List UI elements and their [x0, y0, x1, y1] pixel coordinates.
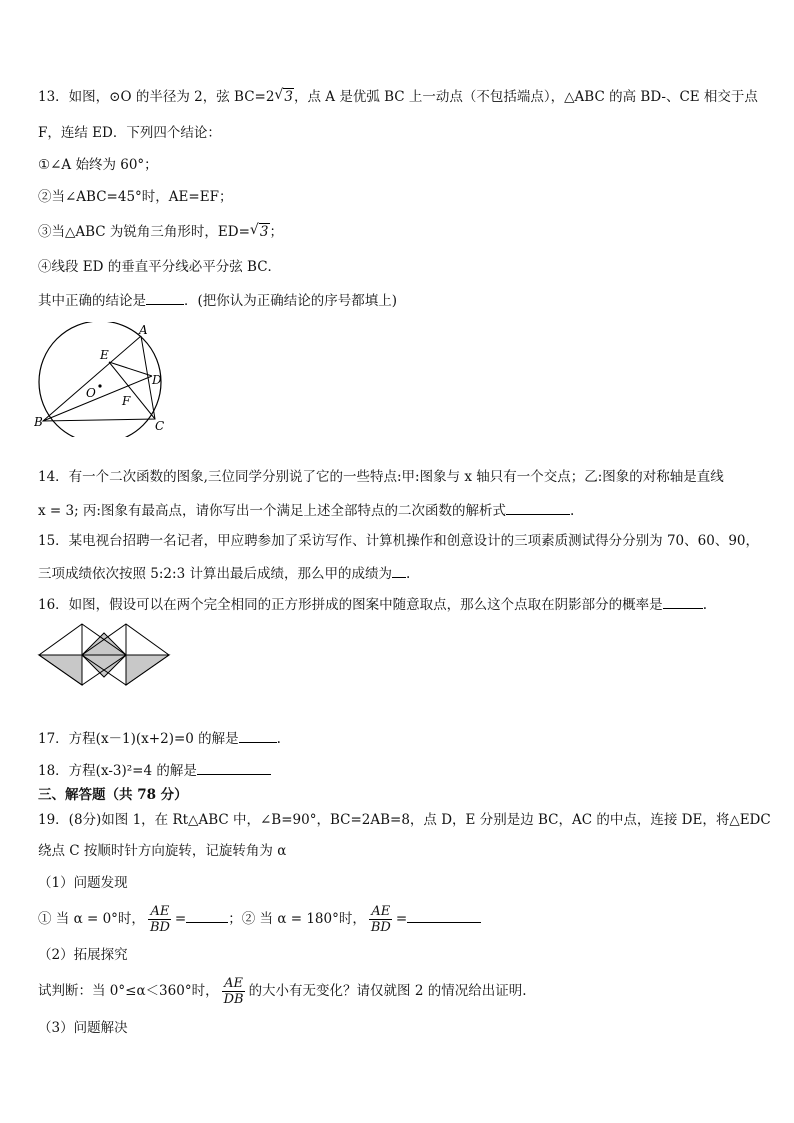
- q16-line1: 16．如图，假设可以在两个完全相同的正方形拼成的图案中随意取点，那么这个点取在阴影部分的概率是 .: [38, 594, 707, 614]
- triangle-abc: [43, 336, 155, 421]
- answer-blank[interactable]: [392, 563, 406, 578]
- q19-part1-line: ① 当 α = 0°时， $\frac{AE}{BD}$ = ；② 当 α = 180°时， $\frac{AE}{BD}$ =: [38, 902, 481, 936]
- answer-blank[interactable]: [197, 760, 271, 775]
- q15-line1: 15．某电视台招聘一名记者，甲应聘参加了采访写作、计算机操作和创意设计的三项素质测试得分分别为 70、60、90，: [38, 533, 760, 549]
- q14-line2: x = 3; 丙:图象有最高点，请你写出一个满足上述全部特点的二次函数的解析式 .: [38, 500, 574, 520]
- q13-text-a: 13．如图，⊙O 的半径为 2，弦 BC=2: [38, 89, 275, 105]
- label-b: B: [34, 415, 43, 429]
- answer-blank[interactable]: [146, 290, 184, 305]
- q13-sqrt: √ 3: [274, 88, 294, 106]
- q19-part3-heading: （3）问题解决: [38, 1020, 128, 1036]
- q19-part2-heading: （2）拓展探究: [38, 947, 128, 963]
- answer-blank[interactable]: [506, 500, 570, 515]
- q19-line1: 19．(8分)如图 1，在 Rt△ABC 中，∠B=90°，BC=2AB=8，点 D，E 分别是边 BC，AC 的中点，连接 DE，将△EDC: [38, 812, 771, 828]
- q13-option4: ④线段 ED 的垂直平分线必平分弦 BC．: [38, 259, 282, 275]
- answer-blank[interactable]: [186, 908, 228, 923]
- fraction-ae-bd: $\frac{AE}{BD}$: [149, 904, 170, 935]
- label-o: O: [86, 386, 96, 400]
- center-point-o: [98, 384, 101, 387]
- q19-part1-heading: （1）问题发现: [38, 875, 128, 891]
- q13-circle-figure: [34, 322, 174, 437]
- q13-opt3-sqrt: √ 3: [250, 223, 270, 241]
- q13-option1: ①∠A 始终为 60°；: [38, 157, 158, 173]
- q13-text-b: ，点 A 是优弧 BC 上一动点（不包括端点），△ABC 的高 BD-、CE 相交于点: [294, 89, 758, 105]
- q13-line1: [38, 88, 758, 106]
- q14-line1: 14．有一个二次函数的图象,三位同学分别说了它的一些特点:甲:图象与 x 轴只有一个交点；乙:图象的对称轴是直线: [38, 469, 724, 485]
- label-d: D: [152, 373, 162, 387]
- section-heading: 三、解答题（共 78 分）: [38, 787, 188, 803]
- q15-line2: 三项成绩依次按照 5:2:3 计算出最后成绩，那么甲的成绩为 .: [38, 563, 410, 583]
- q13-question: 其中正确的结论是 ．(把你认为正确结论的序号都填上): [38, 290, 397, 310]
- label-e: E: [100, 348, 109, 362]
- answer-blank[interactable]: [407, 908, 481, 923]
- answer-blank[interactable]: [663, 594, 703, 609]
- answer-blank[interactable]: [239, 728, 277, 743]
- q13-line2: F，连结 ED．下列四个结论：: [38, 125, 221, 141]
- q18-line: 18．方程(x-3)²=4 的解是: [38, 760, 271, 780]
- label-a: A: [139, 323, 148, 337]
- q16-squares-figure: [36, 622, 172, 688]
- label-f: F: [122, 394, 131, 408]
- q19-line2: 绕点 C 按顺时针方向旋转，记旋转角为 α: [38, 843, 287, 859]
- q17-line: 17．方程(x－1)(x+2)=0 的解是 .: [38, 728, 281, 748]
- fraction-ae-bd-2: $\frac{AE}{BD}$: [370, 904, 391, 935]
- q13-option3: ③当△ABC 为锐角三角形时，ED=√ 3；: [38, 223, 283, 241]
- fraction-ae-db: $\frac{AE}{DB}$: [223, 976, 244, 1007]
- label-c: C: [155, 419, 165, 433]
- q13-option2: ②当∠ABC=45°时，AE=EF；: [38, 189, 233, 205]
- altitude-bd: [43, 376, 152, 421]
- q19-part2-line: 试判断：当 0°≤α＜360°时， $\frac{AE}{DB}$ 的大小有无变化？请仅就图 2 的情况给出证明.: [38, 976, 527, 1007]
